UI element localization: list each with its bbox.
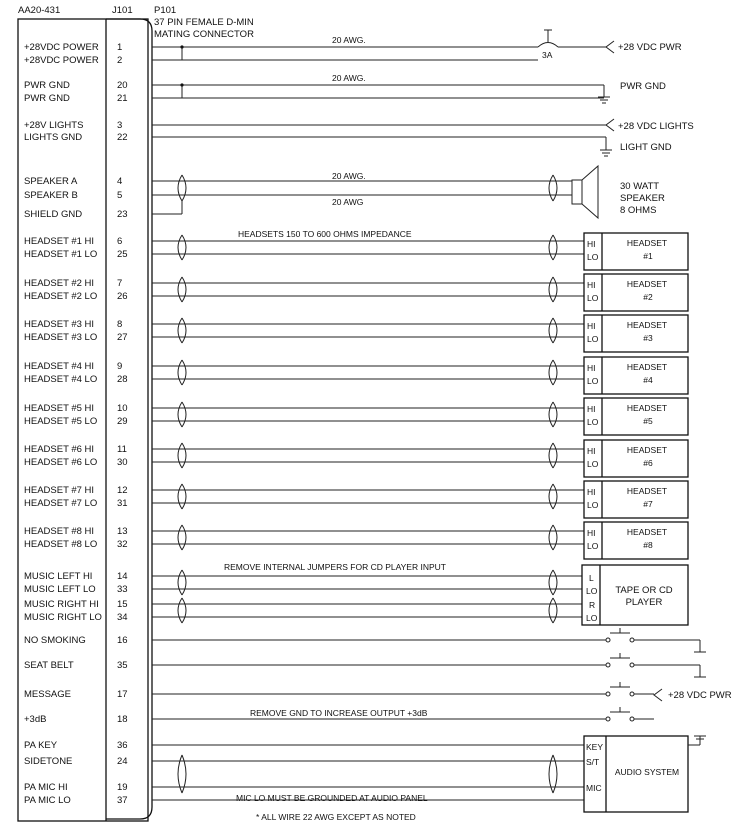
shield-loop xyxy=(553,570,557,595)
headset-title: HEADSET xyxy=(626,238,668,248)
pin-number: 9 xyxy=(117,361,123,372)
pin-number: 10 xyxy=(117,403,128,414)
shield-loop xyxy=(178,235,182,260)
pin-label: HEADSET #7 LO xyxy=(24,498,98,509)
shield-loop xyxy=(182,598,186,623)
shield-loop xyxy=(549,318,553,343)
headset-title: HEADSET xyxy=(626,279,668,289)
audio-key: KEY xyxy=(586,742,604,752)
pin-label: MUSIC RIGHT HI xyxy=(24,599,99,610)
light-gnd-icon xyxy=(600,150,612,156)
pin-label: HEADSET #6 LO xyxy=(24,457,98,468)
footnote: * ALL WIRE 22 AWG EXCEPT AS NOTED xyxy=(256,812,416,822)
shield-loop xyxy=(178,484,182,509)
pin-label: +3dB xyxy=(24,714,47,725)
shield-loop xyxy=(178,277,182,302)
gain-note: REMOVE GND TO INCREASE OUTPUT +3dB xyxy=(250,708,428,718)
headset-title: HEADSET xyxy=(626,486,668,496)
pin-label: +28V LIGHTS xyxy=(24,120,84,131)
pin-label: HEADSET #7 HI xyxy=(24,485,95,496)
pin-number: 2 xyxy=(117,55,123,66)
awg-spk-a-label: 20 AWG. xyxy=(332,171,366,181)
shield-loop xyxy=(182,277,186,302)
headset-title: HEADSET xyxy=(626,362,668,372)
headset-title: HEADSET xyxy=(626,403,668,413)
pin-number: 33 xyxy=(117,584,128,595)
pin-label: PWR GND xyxy=(24,80,70,91)
mic-note: MIC LO MUST BE GROUNDED AT AUDIO PANEL xyxy=(236,793,428,803)
connector-desc-2: MATING CONNECTOR xyxy=(154,29,254,40)
music-r: R xyxy=(589,600,596,610)
pwr-arrow xyxy=(606,41,614,53)
pin-number: 5 xyxy=(117,190,123,201)
pin-number: 16 xyxy=(117,635,128,646)
headset-hi: HI xyxy=(587,280,596,290)
headset-number: #3 xyxy=(643,333,653,343)
pin-label: HEADSET #4 LO xyxy=(24,374,98,385)
switch-contact xyxy=(606,717,610,721)
pin-number: 23 xyxy=(117,209,128,220)
speaker-cone xyxy=(582,166,598,218)
headset-number: #1 xyxy=(643,251,653,261)
pin-label: HEADSET #4 HI xyxy=(24,361,95,372)
light-gnd-label: LIGHT GND xyxy=(620,142,672,153)
pin-label: NO SMOKING xyxy=(24,635,86,646)
headset-number: #6 xyxy=(643,458,653,468)
headset-number: #2 xyxy=(643,292,653,302)
headset-note: HEADSETS 150 TO 600 OHMS IMPEDANCE xyxy=(238,229,412,239)
pin-label: HEADSET #2 HI xyxy=(24,278,95,289)
shield-loop xyxy=(178,598,182,623)
fuse-symbol xyxy=(538,43,558,48)
pin-label: PA MIC HI xyxy=(24,782,68,793)
headset-lo: LO xyxy=(587,541,599,551)
pin-number: 29 xyxy=(117,416,128,427)
headset-number: #4 xyxy=(643,375,653,385)
pin-label: MUSIC RIGHT LO xyxy=(24,612,102,623)
pin-number: 34 xyxy=(117,612,128,623)
pin-number: 28 xyxy=(117,374,128,385)
shield-loop xyxy=(549,402,553,427)
shield-loop xyxy=(178,175,182,201)
switch-contact xyxy=(606,692,610,696)
shield-loop xyxy=(553,484,557,509)
pin-label: LIGHTS GND xyxy=(24,132,83,143)
headset-lo: LO xyxy=(587,459,599,469)
pin-number: 15 xyxy=(117,599,128,610)
shield-loop xyxy=(178,318,182,343)
pin-number: 1 xyxy=(117,42,123,53)
gnd-junction xyxy=(180,83,183,86)
pin-number: 14 xyxy=(117,571,128,582)
pin-label: SIDETONE xyxy=(24,756,73,767)
shield-loop xyxy=(549,277,553,302)
pin-number: 26 xyxy=(117,291,128,302)
music-lo1: LO xyxy=(586,586,598,596)
headset-lo: LO xyxy=(587,252,599,262)
headset-hi: HI xyxy=(587,528,596,538)
pwr-label: +28 VDC PWR xyxy=(618,42,682,53)
pin-number: 37 xyxy=(117,795,128,806)
music-l: L xyxy=(589,573,594,583)
pin-list xyxy=(24,42,128,806)
pin-label: +28VDC POWER xyxy=(24,55,99,66)
shield-loop xyxy=(182,235,186,260)
shield-loop xyxy=(178,570,182,595)
music-title-2: PLAYER xyxy=(625,597,663,608)
pin-label: SPEAKER A xyxy=(24,176,78,187)
message-arrow xyxy=(654,689,662,701)
shield-loop xyxy=(549,570,553,595)
pin-label: HEADSET #8 HI xyxy=(24,526,95,537)
switch-contact xyxy=(630,717,634,721)
switch-contact xyxy=(630,663,634,667)
headset-hi: HI xyxy=(587,487,596,497)
pin-label: HEADSET #3 LO xyxy=(24,332,98,343)
speaker-desc-1: 30 WATT xyxy=(620,181,660,192)
music-title-1: TAPE OR CD xyxy=(615,585,673,596)
shield-loop xyxy=(553,277,557,302)
pin-number: 3 xyxy=(117,120,123,131)
awg-spk-b-label: 20 AWG xyxy=(332,197,364,207)
pin-number: 32 xyxy=(117,539,128,550)
switch-contact xyxy=(630,692,634,696)
pin-label: HEADSET #1 LO xyxy=(24,249,98,260)
speaker-desc-2: SPEAKER xyxy=(620,193,665,204)
headset-hi: HI xyxy=(587,239,596,249)
headset-boxes xyxy=(584,233,688,559)
audio-st: S/T xyxy=(586,757,600,767)
shield-loop xyxy=(553,360,557,385)
pin-number: 11 xyxy=(117,444,127,455)
pin-label: HEADSET #5 HI xyxy=(24,403,95,414)
shield-loop xyxy=(549,484,553,509)
lights-label: +28 VDC LIGHTS xyxy=(618,121,694,132)
shield-loop xyxy=(549,235,553,260)
shield-loop xyxy=(182,443,186,468)
pin-number: 8 xyxy=(117,319,123,330)
pin-label: PA KEY xyxy=(24,740,58,751)
pin-label: MUSIC LEFT HI xyxy=(24,571,93,582)
pin-number: 31 xyxy=(117,498,128,509)
fuse-label: 3A xyxy=(542,50,553,60)
jack-label: J101 xyxy=(112,5,133,16)
pin-label: HEADSET #3 HI xyxy=(24,319,95,330)
music-lo2: LO xyxy=(586,613,598,623)
pin-label: HEADSET #2 LO xyxy=(24,291,98,302)
pin-number: 21 xyxy=(117,93,128,104)
headset-title: HEADSET xyxy=(626,527,668,537)
shield-loop xyxy=(549,175,553,201)
pin-number: 7 xyxy=(117,278,123,289)
pin-label: SHIELD GND xyxy=(24,209,83,220)
pin-number: 13 xyxy=(117,526,128,537)
headset-hi: HI xyxy=(587,321,596,331)
shield-loop xyxy=(549,598,553,623)
pin-label: +28VDC POWER xyxy=(24,42,99,53)
pin-number: 18 xyxy=(117,714,128,725)
pwr-gnd-label: PWR GND xyxy=(620,81,666,92)
plug-label: P101 xyxy=(154,5,177,16)
pin-label: MUSIC LEFT LO xyxy=(24,584,96,595)
pin-label: HEADSET #1 HI xyxy=(24,236,95,247)
pin-label: SEAT BELT xyxy=(24,660,74,671)
audio-title: AUDIO SYSTEM xyxy=(614,767,680,777)
pin-number: 4 xyxy=(117,176,123,187)
shield-loop xyxy=(178,525,182,550)
shield-loop xyxy=(178,402,182,427)
music-note: REMOVE INTERNAL JUMPERS FOR CD PLAYER INPUT xyxy=(224,562,446,572)
pin-number: 19 xyxy=(117,782,128,793)
wire-group xyxy=(152,47,606,800)
shield-loop xyxy=(182,402,186,427)
pin-number: 20 xyxy=(117,80,128,91)
headset-hi: HI xyxy=(587,363,596,373)
pin-number: 35 xyxy=(117,660,128,671)
shield-loop xyxy=(549,525,553,550)
switch-contact xyxy=(606,638,610,642)
headset-hi: HI xyxy=(587,404,596,414)
pin-label: HEADSET #8 LO xyxy=(24,539,98,550)
headset-lo: LO xyxy=(587,376,599,386)
pin-number: 36 xyxy=(117,740,128,751)
shield-loop xyxy=(182,484,186,509)
pin-number: 25 xyxy=(117,249,128,260)
shield-loop xyxy=(549,360,553,385)
headset-number: #7 xyxy=(643,499,653,509)
shield-loop xyxy=(553,598,557,623)
pin-number: 22 xyxy=(117,132,128,143)
pin-number: 24 xyxy=(117,756,128,767)
headset-lo: LO xyxy=(587,334,599,344)
pin-label: HEADSET #6 HI xyxy=(24,444,95,455)
headset-number: #5 xyxy=(643,416,653,426)
switch-contact xyxy=(606,663,610,667)
audio-mic: MIC xyxy=(586,783,602,793)
pin-number: 12 xyxy=(117,485,128,496)
shield-loop xyxy=(182,318,186,343)
speaker-magnet xyxy=(572,180,582,204)
headset-lo: LO xyxy=(587,500,599,510)
headset-number: #8 xyxy=(643,540,653,550)
power-junction xyxy=(180,45,183,48)
headset-lo: LO xyxy=(587,417,599,427)
connector-desc-1: 37 PIN FEMALE D-MIN xyxy=(154,17,254,28)
shield-loop xyxy=(182,360,186,385)
headset-title: HEADSET xyxy=(626,320,668,330)
shield-loop xyxy=(178,443,182,468)
pin-label: MESSAGE xyxy=(24,689,71,700)
pin-label: HEADSET #5 LO xyxy=(24,416,98,427)
pin-number: 27 xyxy=(117,332,128,343)
shield-loop xyxy=(549,443,553,468)
pin-number: 6 xyxy=(117,236,123,247)
awg-gnd-label: 20 AWG. xyxy=(332,73,366,83)
shield-loop xyxy=(553,318,557,343)
pin-number: 17 xyxy=(117,689,128,700)
headset-hi: HI xyxy=(587,446,596,456)
switch-group xyxy=(606,628,706,721)
shield-loop xyxy=(182,570,186,595)
shield-loop xyxy=(553,525,557,550)
shield-loop xyxy=(553,175,557,201)
message-pwr-label: +28 VDC PWR xyxy=(668,690,732,701)
shield-loop xyxy=(182,525,186,550)
headset-title: HEADSET xyxy=(626,445,668,455)
speaker-desc-3: 8 OHMS xyxy=(620,205,657,216)
switch-contact xyxy=(630,638,634,642)
shield-loop xyxy=(553,235,557,260)
shield-loop xyxy=(178,360,182,385)
connector-box xyxy=(106,19,152,819)
pin-label: PWR GND xyxy=(24,93,70,104)
awg-power-label: 20 AWG. xyxy=(332,35,366,45)
shield-loop xyxy=(182,175,186,201)
lights-arrow xyxy=(606,119,614,131)
pin-label: SPEAKER B xyxy=(24,190,78,201)
pin-number: 30 xyxy=(117,457,128,468)
shield-loop xyxy=(553,402,557,427)
module-label: AA20-431 xyxy=(18,5,61,16)
shield-loop xyxy=(553,443,557,468)
headset-lo: LO xyxy=(587,293,599,303)
pin-label: PA MIC LO xyxy=(24,795,71,806)
